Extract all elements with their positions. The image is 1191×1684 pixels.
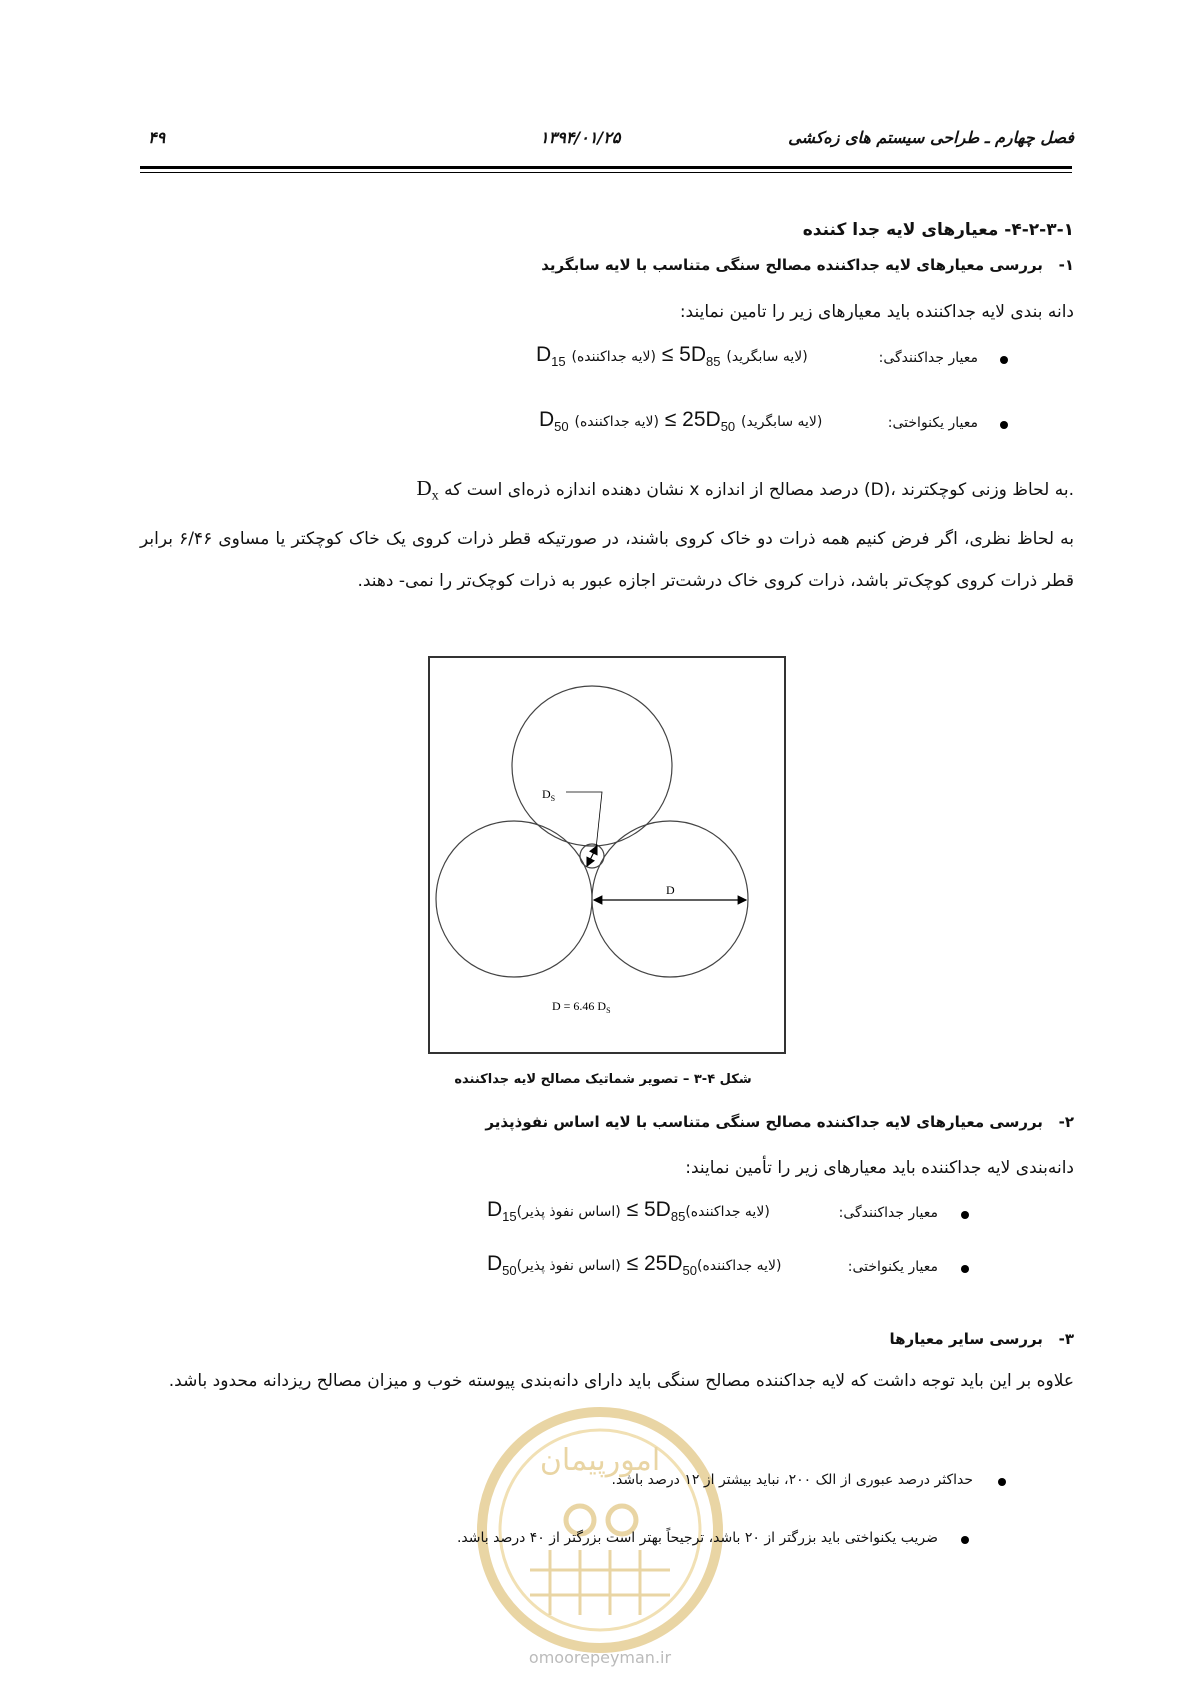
section-title: ۴-۲-۳-۱- معیارهای لایه جدا کننده xyxy=(802,220,1074,240)
bullet-dot xyxy=(1000,421,1008,429)
left-circle xyxy=(436,821,592,977)
bullet-dot xyxy=(961,1211,969,1219)
subsection-1-number: ۱- xyxy=(1058,256,1074,274)
watermark-logo-text: امورپیمان xyxy=(539,1443,661,1478)
header-date: ۱۳۹۴/۰۱/۲۵ xyxy=(540,128,621,147)
subsection-2-heading xyxy=(485,1113,1074,1131)
subsection-1-heading xyxy=(541,256,1074,274)
page-number: ۴۹ xyxy=(148,128,166,147)
theory-paragraph: به لحاظ نظری، اگر فرض کنیم همه ذرات دو خاک کروی باشند، در صورتیکه قطر ذرات کروی یک خاک کوچکتر یا مساوی ۶/۴۶ برابر قطر ذرات کروی کوچک‌تر باشد، ذرات کروی خاک درشت‌تر اجازه عبور به ذرات کوچک‌تر را نمی- دهند. xyxy=(140,529,1074,591)
small-diameter-arrow xyxy=(587,846,597,866)
sub2-bullet-1-formula: $D_{15}(اساس$ نفوذ پذیر) ≤ $5D_{85}(لایه$ جداکننده) xyxy=(487,1198,770,1225)
subsection-2-title: بررسی معیارهای لایه جداکننده مصالح سنگی متناسب با لایه اساس نفوذپذیر xyxy=(485,1113,1043,1131)
top-circle xyxy=(512,686,672,846)
sub1-bullet-2-formula: $D_{50}$ (لایه جداکننده) ≤ $25D_{50}$ (لایه سابگرید) xyxy=(539,408,823,435)
sub2-bullet-1-label: معیار جداکنندگی: xyxy=(838,1205,938,1221)
subsection-3-paragraph: علاوه بر این باید توجه داشت که لایه جداکننده مصالح سنگی باید دارای دانه‌بندی پیوسته خوب و میزان مصالح ریزدانه محدود باشد. xyxy=(168,1371,1074,1391)
ds-label: $D_S$ xyxy=(542,787,556,803)
bullet-dot xyxy=(1000,356,1008,364)
header-rule-thick xyxy=(140,166,1072,169)
bullet-dot xyxy=(961,1265,969,1273)
sub2-bullet-2-label: معیار یکنواختی: xyxy=(847,1259,938,1275)
diameter-formula: D = 6.46 $D_S$ xyxy=(552,999,611,1015)
subsection-3-title: بررسی سایر معیارها xyxy=(889,1330,1043,1348)
d-label: D xyxy=(666,883,675,897)
subsection-3-heading xyxy=(889,1330,1074,1348)
sub1-bullet-1-formula: $D_{15}$ (لایه جداکننده) ≤ $5D_{85}$ (لایه سابگرید) xyxy=(536,343,808,370)
ds-leader-line xyxy=(566,792,602,849)
dx-definition: $D_x$ نشان دهنده اندازه ذره‌ای است که x درصد مصالح از اندازه (D)، به لحاظ وزنی کوچکترند. xyxy=(416,476,1074,504)
sub1-bullet-2-label: معیار یکنواختی: xyxy=(887,415,978,431)
header-rule-thin xyxy=(140,172,1072,173)
sub2-bullet-2-formula: $D_{50}(اساس$ نفوذ پذیر) ≤ $25D_{50}(لایه$ جداکننده) xyxy=(487,1252,782,1279)
bullet-dot xyxy=(961,1536,969,1544)
figure-frame xyxy=(428,656,786,1054)
subsection-3-number: ۳- xyxy=(1058,1330,1074,1348)
sub3-bullet-1: حداکثر درصد عبوری از الک ۲۰۰، نباید بیشتر از ۱۲ درصد باشد. xyxy=(611,1472,973,1488)
subsection-1-intro: دانه بندی لایه جداکننده باید معیارهای زیر را تامین نمایند: xyxy=(679,302,1074,322)
sub3-bullet-2: ضریب یکنواختی باید بزرگتر از ۲۰ باشد، ترجیحاً بهتر است بزرگتر از ۴۰ درصد باشد. xyxy=(456,1530,938,1546)
subsection-2-intro: دانه‌بندی لایه جداکننده باید معیارهای زیر را تأمین نمایند: xyxy=(685,1158,1074,1178)
subsection-2-number: ۲- xyxy=(1058,1113,1074,1131)
subsection-1-title: بررسی معیارهای لایه جداکننده مصالح سنگی متناسب با لایه سابگرید xyxy=(541,256,1043,274)
chapter-title: فصل چهارم ـ طراحی سیستم های زه‌کشی xyxy=(788,128,1074,147)
bullet-dot xyxy=(998,1478,1006,1486)
figure-caption: شکل ۴-۳ – تصویر شماتیک مصالح لایه جداکننده xyxy=(454,1072,752,1087)
particle-diagram xyxy=(430,658,784,1052)
watermark-url: omoorepeyman.ir xyxy=(528,1648,672,1667)
sub1-bullet-1-label: معیار جداکنندگی: xyxy=(878,350,978,366)
right-circle xyxy=(592,821,748,977)
